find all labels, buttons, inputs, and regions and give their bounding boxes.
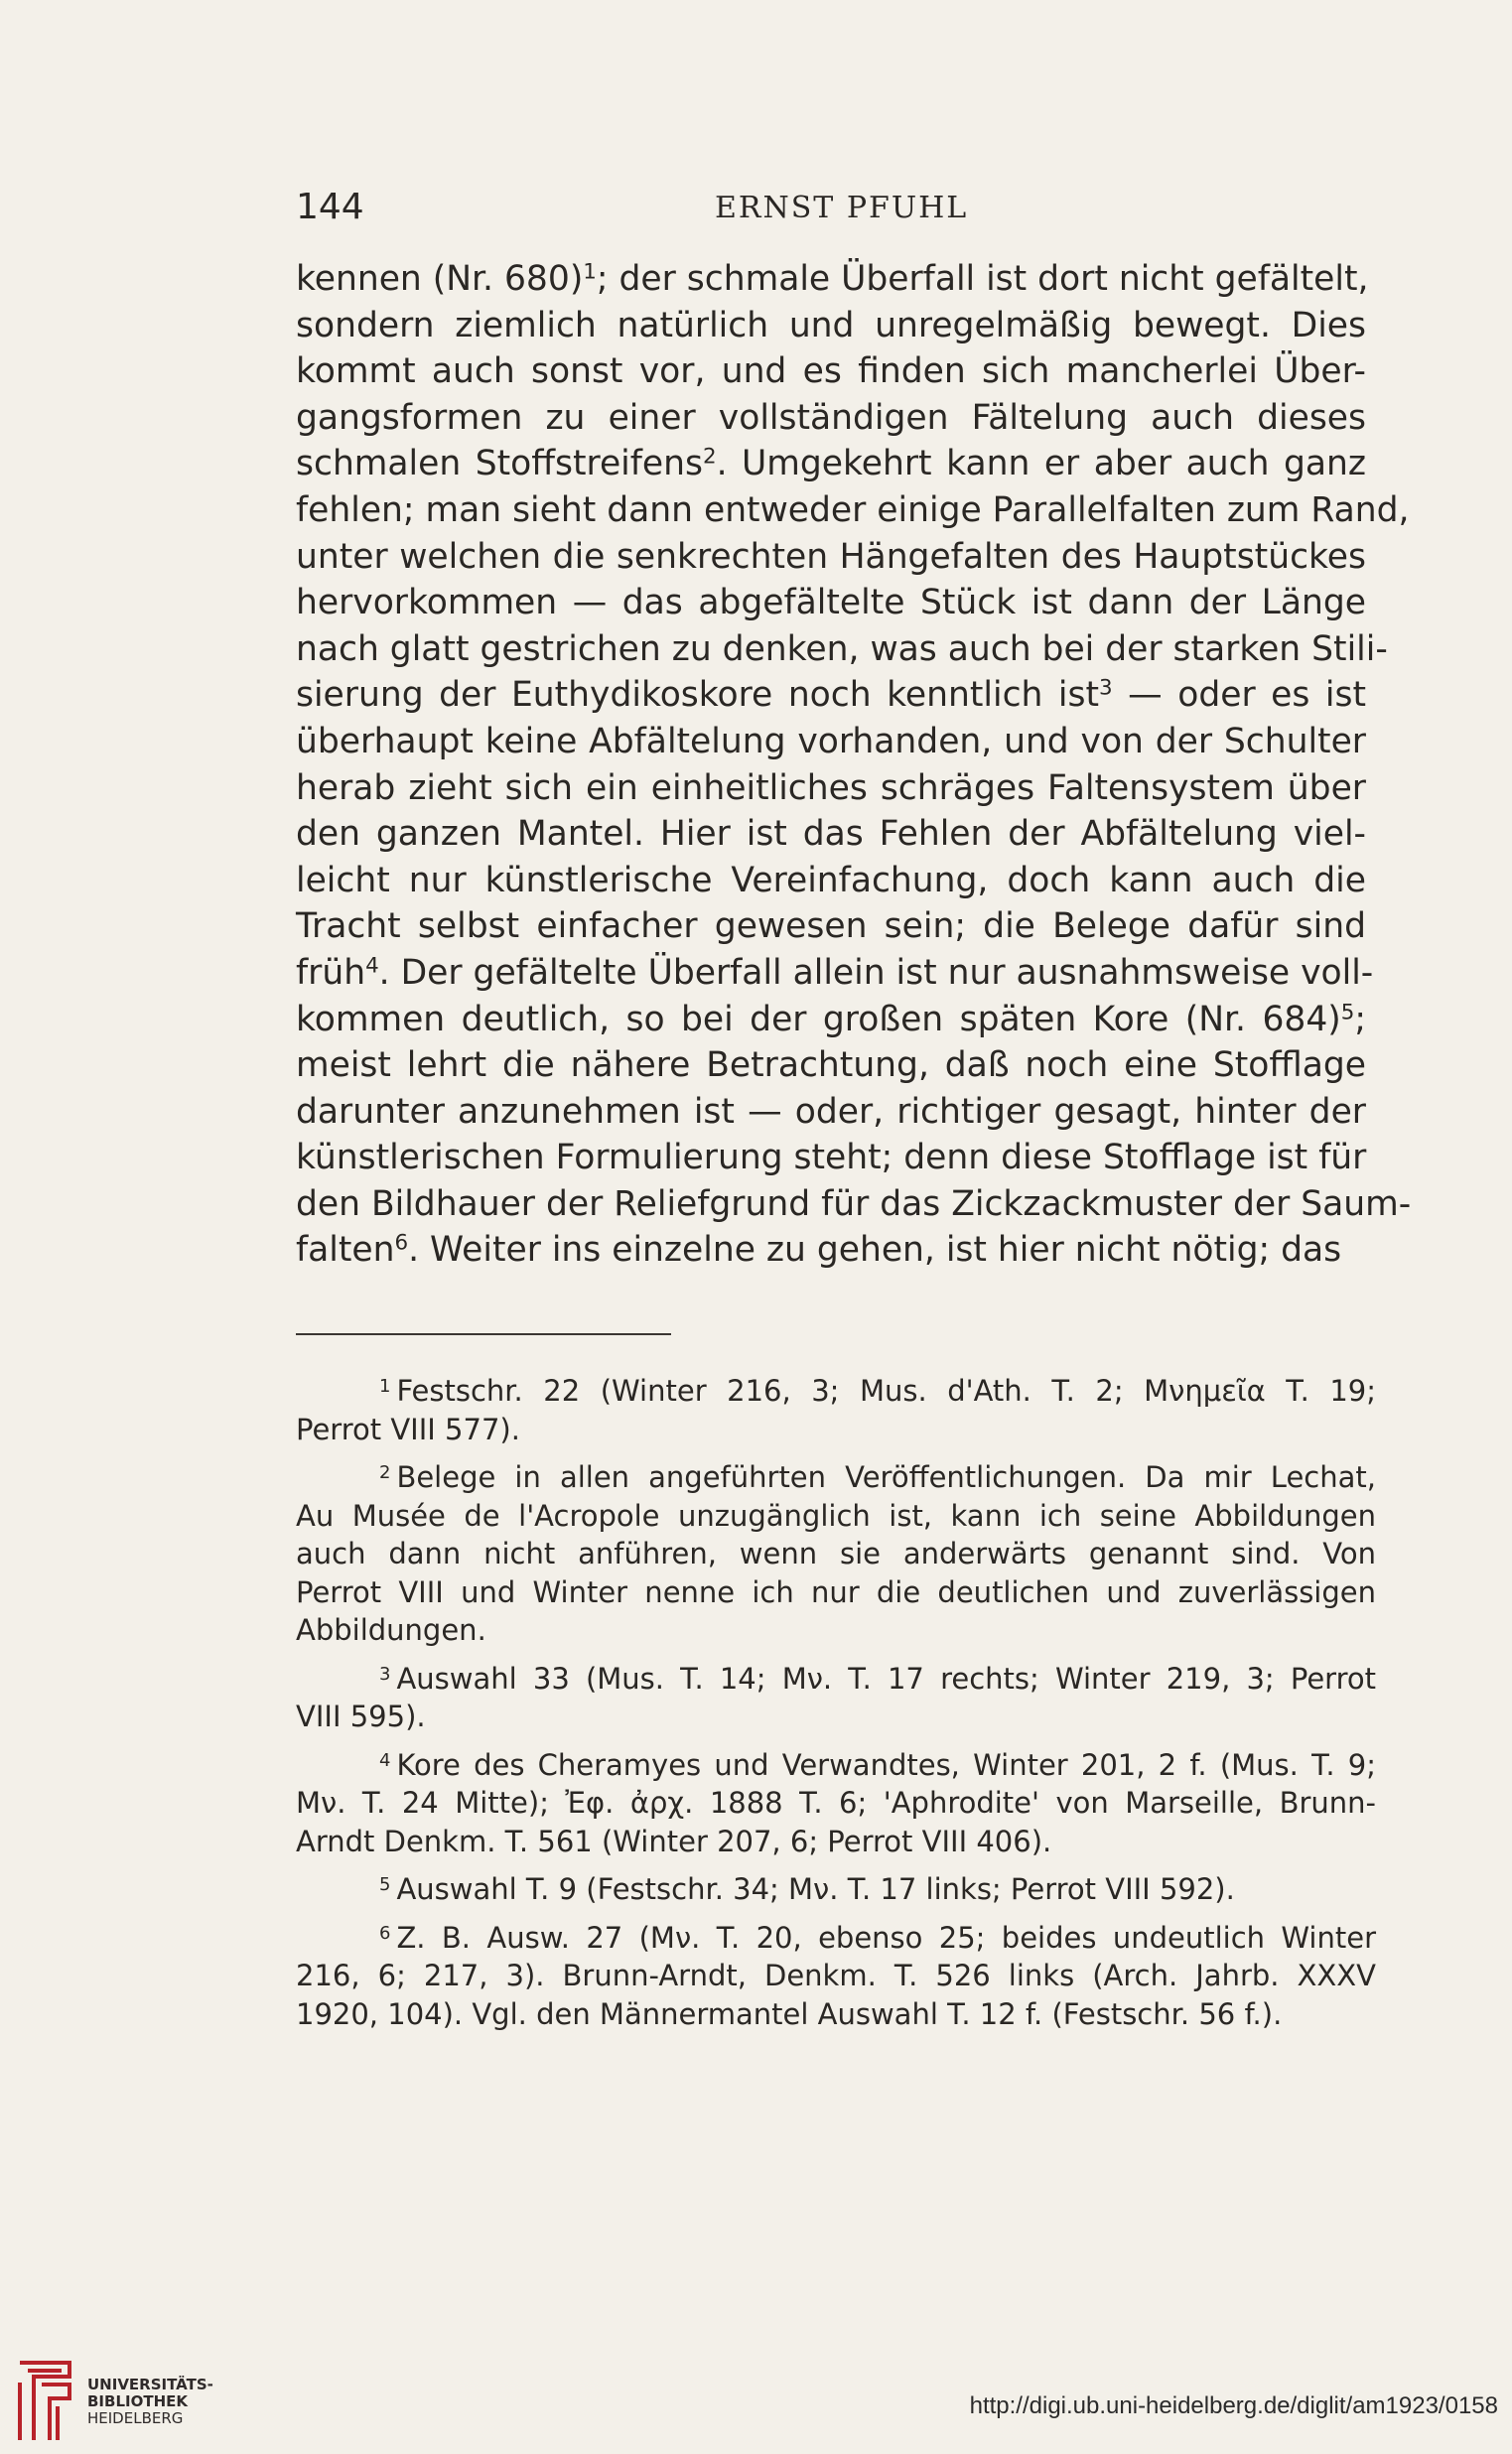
library-name-line: BIBLIOTHEK	[87, 2392, 188, 2410]
footnote-reference: 4	[365, 953, 379, 979]
body-text-run: Tracht selbst einfacher gewesen sein; die Belege dafür sind	[296, 906, 1366, 947]
footnote-reference: 3	[1099, 675, 1113, 701]
footnote-line	[296, 1784, 1376, 1823]
footnote-line	[296, 1573, 1376, 1612]
page-number: 144	[296, 187, 364, 227]
footnote-marker: 5	[379, 1874, 391, 1896]
footnotes	[296, 1372, 1376, 2043]
footnote-reference: 6	[394, 1230, 409, 1256]
footnote-text: Auswahl 33 (Mus. T. 14; Μν. T. 17 rechts; Winter 219, 3; Perrot	[396, 1661, 1376, 1696]
body-line	[296, 534, 1366, 581]
body-line	[296, 1042, 1366, 1089]
footnote-reference: 2	[702, 444, 717, 470]
footnote-text: Au Musée de l'Acropole unzugänglich ist, kann ich seine Abbildungen	[296, 1498, 1376, 1533]
body-line	[296, 580, 1366, 626]
body-text	[296, 256, 1412, 1274]
running-title: ERNST PFUHL	[715, 191, 969, 225]
body-text-run: kommt auch sonst vor, und es finden sich mancherlei Über-	[296, 351, 1366, 392]
body-line	[296, 487, 1410, 534]
footnote	[296, 1660, 1376, 1736]
body-text-run: — oder es ist	[1112, 675, 1366, 716]
body-text-run: sondern ziemlich natürlich und unregelmäßig bewegt. Dies	[296, 305, 1366, 345]
body-text-run: künstlerischen Formulierung steht; denn diese Stofflage ist für	[296, 1138, 1367, 1178]
body-line	[296, 395, 1366, 442]
body-line	[296, 719, 1366, 765]
body-text-run: . Umgekehrt kann er aber auch ganz	[716, 444, 1367, 484]
footnote-divider	[296, 1333, 671, 1335]
footnote-reference: 1	[583, 259, 597, 285]
body-line	[296, 303, 1366, 349]
footnote-line	[296, 1870, 1376, 1909]
body-text-run: . Weiter ins einzelne zu gehen, ist hier nicht nötig; das	[408, 1230, 1342, 1271]
footnote-marker: 3	[379, 1663, 391, 1685]
footnote-line	[296, 1823, 1376, 1861]
footnote-marker: 4	[379, 1749, 391, 1771]
footnote-text: 1920, 104). Vgl. den Männermantel Auswahl T. 12 f. (Festschr. 56 f.).	[296, 1996, 1283, 2031]
body-text-run: falten	[296, 1230, 395, 1271]
body-line	[296, 672, 1366, 719]
footnote-text: Festschr. 22 (Winter 216, 3; Mus. d'Ath. T. 2; Μνημεῖα T. 19;	[396, 1374, 1376, 1408]
body-text-run: nach glatt gestrichen zu denken, was auch bei der starken Stili-	[296, 628, 1388, 669]
body-text-run: sierung der Euthydikoskore noch kenntlich ist	[296, 675, 1100, 716]
footnote	[296, 1458, 1376, 1650]
library-logo-icon	[14, 2357, 75, 2446]
body-text-run: leicht nur künstlerische Vereinfachung, doch kann auch die	[296, 860, 1366, 900]
footnote-text: Kore des Cheramyes und Verwandtes, Winter 201, 2 f. (Mus. T. 9;	[396, 1747, 1376, 1782]
footnote-text: Μν. T. 24 Mitte); Ἐφ. ἀρχ. 1888 T. 6; 'Aphrodite' von Marseille, Brunn-	[296, 1786, 1376, 1820]
body-line	[296, 1089, 1366, 1136]
body-text-run: kommen deutlich, so bei der großen späten Kore (Nr. 684)	[296, 999, 1341, 1039]
body-line	[296, 811, 1366, 858]
footnote-line	[296, 1611, 1376, 1650]
footnote-line	[296, 1497, 1376, 1536]
footnote-text: Auswahl T. 9 (Festschr. 34; Μν. T. 17 links; Perrot VIII 592).	[396, 1872, 1235, 1906]
footnote-text: Belege in allen angeführten Veröffentlichungen. Da mir Lechat,	[396, 1460, 1376, 1494]
footnote-line	[296, 1919, 1376, 1958]
footnote-marker: 2	[379, 1462, 391, 1484]
body-text-run: fehlen; man sieht dann entweder einige Parallelfalten zum Rand,	[296, 489, 1410, 530]
body-text-run: hervorkommen — das abgefältelte Stück ist dann der Länge	[296, 583, 1366, 623]
body-line	[296, 765, 1366, 812]
body-text-run: darunter anzunehmen ist — oder, richtiger gesagt, hinter der	[296, 1091, 1366, 1132]
body-text-run: den ganzen Mantel. Hier ist das Fehlen der Abfältelung viel-	[296, 814, 1366, 855]
footnote-line	[296, 1660, 1376, 1699]
footnote-line	[296, 1535, 1376, 1573]
body-text-run: unter welchen die senkrechten Hängefalten des Hauptstückes	[296, 536, 1366, 577]
body-text-run: schmalen Stoffstreifens	[296, 444, 703, 484]
footnote-text: 216, 6; 217, 3). Brunn-Arndt, Denkm. T. 526 links (Arch. Jahrb. XXXV	[296, 1959, 1376, 1992]
footnote-line	[296, 1746, 1376, 1785]
library-name	[87, 2377, 213, 2427]
footnote-text: Z. B. Ausw. 27 (Μν. T. 20, ebenso 25; beides undeutlich Winter	[396, 1920, 1376, 1955]
footnote	[296, 1372, 1376, 1448]
body-text-run: gangsformen zu einer vollständigen Fältelung auch dieses	[296, 397, 1366, 438]
footnote-text: Perrot VIII und Winter nenne ich nur die deutlichen und zuverlässigen	[296, 1574, 1376, 1609]
body-line	[296, 858, 1366, 904]
footnote-line	[296, 1698, 1376, 1736]
footnote-text: VIII 595).	[296, 1700, 426, 1733]
footnote-text: Perrot VIII 577).	[296, 1412, 520, 1446]
footnote-marker: 6	[379, 1922, 391, 1944]
library-name-line: UNIVERSITÄTS-	[87, 2376, 213, 2393]
footnote-marker: 1	[379, 1376, 391, 1398]
body-text-run: ; der schmale Überfall ist dort nicht gefältelt,	[596, 259, 1369, 299]
source-url-link[interactable]: http://digi.ub.uni-heidelberg.de/diglit/am1923/0158	[969, 2392, 1498, 2419]
body-text-run: überhaupt keine Abfältelung vorhanden, und von der Schulter	[296, 721, 1366, 761]
body-text-run: den Bildhauer der Reliefgrund für das Zickzackmuster der Saum-	[296, 1183, 1412, 1224]
footnote	[296, 1870, 1376, 1909]
body-text-run: herab zieht sich ein einheitliches schräges Faltensystem über	[296, 767, 1366, 808]
body-text-run: meist lehrt die nähere Betrachtung, daß noch eine Stofflage	[296, 1045, 1366, 1086]
body-line	[296, 1135, 1366, 1181]
footnote-text: Abbildungen.	[296, 1613, 486, 1647]
footnote	[296, 1746, 1376, 1861]
footnote	[296, 1919, 1376, 2034]
page-footer	[0, 2343, 1512, 2454]
footnote-line	[296, 1372, 1376, 1411]
body-line	[296, 256, 1369, 303]
footnote-line	[296, 1995, 1376, 2034]
body-line	[296, 441, 1366, 487]
body-line	[296, 1181, 1412, 1228]
body-line	[296, 903, 1366, 950]
library-name-line: HEIDELBERG	[87, 2409, 184, 2427]
footnote-reference: 5	[1340, 999, 1355, 1024]
page-header	[0, 187, 1512, 236]
body-text-run: ;	[1354, 999, 1366, 1039]
body-text-run: früh	[296, 952, 366, 993]
body-line	[296, 348, 1366, 395]
body-line	[296, 626, 1388, 673]
footnote-text: auch dann nicht anführen, wenn sie anderwärts genannt sind. Von	[296, 1537, 1376, 1570]
body-line	[296, 997, 1366, 1043]
body-text-run: . Der gefältelte Überfall allein ist nur ausnahmsweise voll-	[378, 952, 1374, 993]
body-line	[296, 950, 1374, 997]
footnote-line	[296, 1458, 1376, 1497]
footnote-text: Arndt Denkm. T. 561 (Winter 207, 6; Perrot VIII 406).	[296, 1824, 1052, 1858]
footnote-line	[296, 1957, 1376, 1995]
body-line	[296, 1227, 1366, 1274]
footnote-line	[296, 1411, 1376, 1449]
body-text-run: kennen (Nr. 680)	[296, 259, 584, 299]
